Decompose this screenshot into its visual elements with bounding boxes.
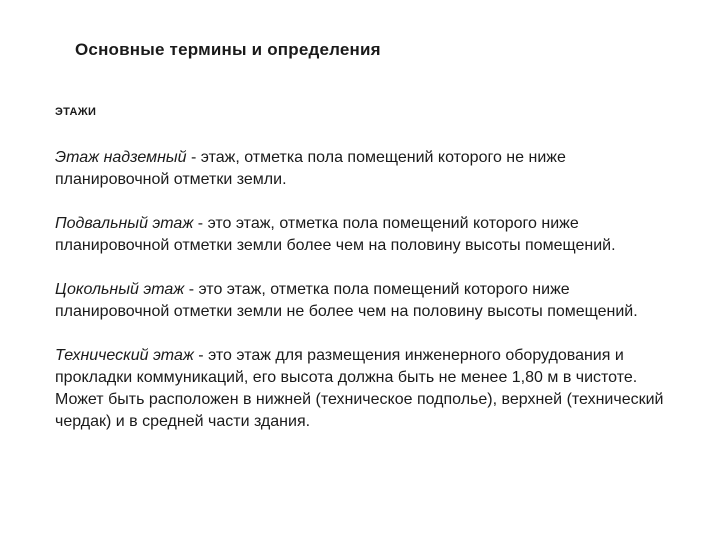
- definition-above-ground-floor: [55, 147, 675, 191]
- definition-term: Этаж надземный: [55, 149, 187, 166]
- definition-text: - этаж, отметка пола помещений которого не ниже планировочной отметки земли.: [55, 149, 566, 188]
- definition-text: - это этаж, отметка пола помещений которого ниже планировочной отметки земли не более чем на половину высоты помещений.: [55, 281, 638, 320]
- definition-text: - это этаж для размещения инженерного оборудования и прокладки коммуникаций, его высота должна быть не менее 1,80 м в чистоте. Может быть расположен в нижней (техническое подполье), верхней (технический чердак) и в средней части здания.: [55, 347, 664, 430]
- page-title: Основные термины и определения: [75, 40, 381, 59]
- definition-term: Подвальный этаж: [55, 215, 194, 232]
- definition-technical-floor: [55, 345, 675, 433]
- definition-text: - это этаж, отметка пола помещений которого ниже планировочной отметки земли более чем на половину высоты помещений.: [55, 215, 616, 254]
- definition-term: Технический этаж: [55, 347, 194, 364]
- section-heading-floors: этажи: [55, 102, 97, 119]
- definition-plinth-floor: [55, 279, 675, 323]
- definition-term: Цокольный этаж: [55, 281, 185, 298]
- definitions-list: [55, 147, 675, 455]
- definition-basement-floor: [55, 213, 675, 257]
